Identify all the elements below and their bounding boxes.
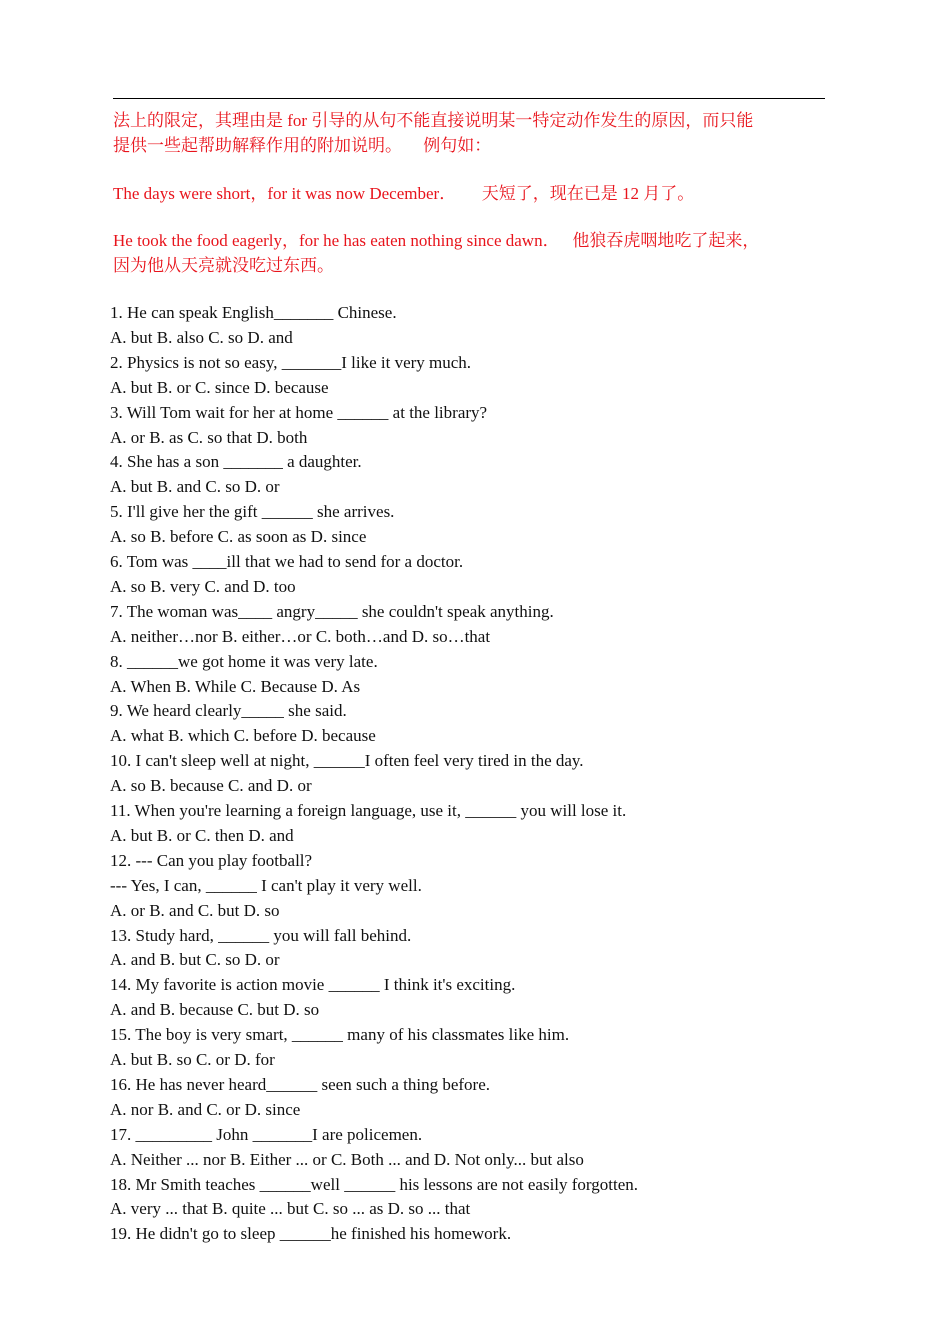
example-sentence-2: He took the food eagerly，for he has eaten nothing since dawn． 他狼吞虎咽地吃了起来， (113, 231, 760, 250)
example-sentence-1: The days were short，for it was now December． 天短了，现在已是 12 月了。 (113, 184, 695, 203)
exercise-line: 11. When you're learning a foreign language, use it, ______ you will lose it. (110, 801, 627, 820)
exercise-line: 1. He can speak English_______ Chinese. (110, 303, 397, 322)
exercise-line: A. but B. also C. so D. and (110, 327, 293, 347)
exercise-line: 12. --- Can you play football? (110, 850, 313, 870)
exercise-line: 2. Physics is not so easy, _______I like it very much. (110, 352, 472, 372)
exercise-line: A. or B. as C. so that D. both (110, 427, 308, 447)
exercise-line: A. but B. so C. or D. for (110, 1050, 275, 1069)
exercise-line: A. so B. because C. and D. or (110, 776, 312, 796)
exercise-line: 17. _________ John _______I are policemen. (110, 1124, 423, 1144)
exercise-line: 19. He didn't go to sleep ______he finished his homework. (110, 1224, 512, 1244)
exercise-line: A. and B. because C. but D. so (110, 1000, 320, 1020)
exercise-line: 9. We heard clearly_____ she said. (110, 701, 347, 721)
exercise-line: 16. He has never heard______ seen such a thing before. (110, 1074, 491, 1094)
exercise-line: 10. I can't sleep well at night, ______I often feel very tired in the day. (110, 751, 584, 771)
exercise-line: A. but B. or C. since D. because (110, 377, 329, 397)
exercise-line: A. Neither ... nor B. Either ... or C. Both ... and D. Not only... but also (110, 1149, 584, 1169)
exercise-line: 4. She has a son _______ a daughter. (110, 452, 362, 472)
exercise-line: A. so B. very C. and D. too (110, 576, 296, 596)
exercise-line: A. or B. and C. but D. so (110, 900, 280, 920)
exercise-line: A. and B. but C. so D. or (110, 950, 280, 970)
exercise-line: 14. My favorite is action movie ______ I think it's exciting. (110, 975, 516, 995)
exercise-line: 6. Tom was ____ill that we had to send for a doctor. (110, 552, 464, 571)
header-rule (113, 98, 825, 99)
exercise-line: A. When B. While C. Because D. As (110, 676, 361, 696)
exercise-line: --- Yes, I can, ______ I can't play it very well. (110, 875, 422, 895)
exercise-line: 15. The boy is very smart, ______ many of his classmates like him. (110, 1025, 570, 1045)
exercise-line: A. but B. or C. then D. and (110, 825, 294, 845)
exercise-line: 7. The woman was____ angry_____ she couldn't speak anything. (110, 601, 554, 621)
exercise-line: A. but B. and C. so D. or (110, 477, 280, 497)
exercise-line: A. nor B. and C. or D. since (110, 1099, 301, 1119)
exercise-line: 5. I'll give her the gift ______ she arrives. (110, 502, 395, 522)
exercise-line: A. so B. before C. as soon as D. since (110, 527, 367, 547)
exercise-line: 8. ______we got home it was very late. (110, 651, 378, 671)
exercise-line: 18. Mr Smith teaches ______well ______ his lessons are not easily forgotten. (110, 1174, 639, 1194)
exercise-line: A. very ... that B. quite ... but C. so ... as D. so ... that (110, 1199, 471, 1219)
exercise-line: 3. Will Tom wait for her at home ______ at the library? (110, 402, 488, 422)
note-line-1: 法上的限定，其理由是 for 引导的从句不能直接说明某一特定动作发生的原因，而只能 (113, 111, 754, 130)
exercise-line: A. what B. which C. before D. because (110, 726, 376, 746)
note-line-2: 提供一些起帮助解释作用的附加说明。 例句如： (113, 136, 492, 155)
exercise-line: A. neither…nor B. either…or C. both…and D. so…that (110, 626, 491, 646)
exercise-line: 13. Study hard, ______ you will fall behind. (110, 925, 412, 945)
example-sentence-2-cont: 因为他从天亮就没吃过东西。 (113, 256, 334, 275)
